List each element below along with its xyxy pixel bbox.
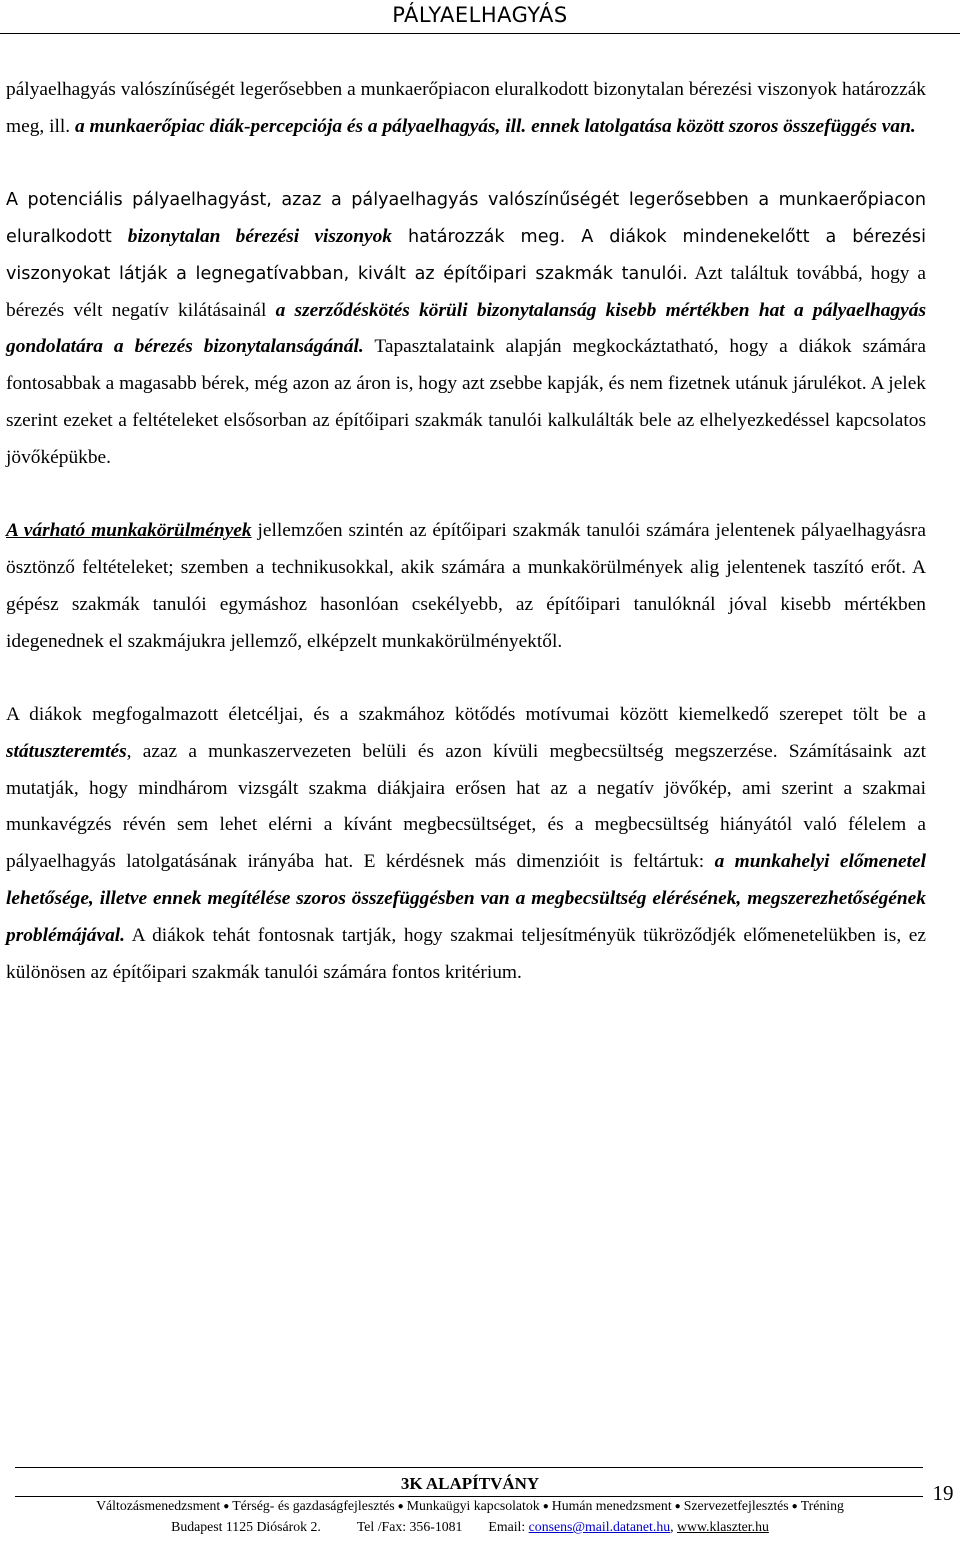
footer-web-link[interactable]: www.klaszter.hu [677, 1519, 769, 1534]
bullet-icon: ● [223, 1501, 230, 1512]
running-title: PÁLYAELHAGYÁS [392, 3, 568, 27]
service-item: Humán menedzsment [551, 1498, 672, 1513]
paragraph-2-text-d: Tapasztalataink alapján megkockáztatható, hogy a diákok számára fontosabbak a magasabb bérek, még azon az áron is, hogy azt zsebbe kapják, és nem fizetnek utánuk járulékot. A jelek szerint ezeket a feltételeket elsősorban az építőipari szakmák tanulói kalkulálták bele az elhelyezkedéssel kapcsolatos jövőképükbe. [6, 336, 926, 468]
bullet-icon: ● [791, 1501, 798, 1512]
paragraph-3 [6, 513, 926, 660]
footer-contact [0, 1519, 940, 1535]
footer-organization: 3K ALAPÍTVÁNY [400, 1474, 540, 1493]
paragraph-4-emphasis-b: a munkahelyi előmenetel lehetősége, illetve ennek megítélése szoros összefüggésben van a megbecsültség elérésének, megszerezhetőségének problémájával. [6, 851, 927, 946]
paragraph-4-emphasis-a: státuszteremtés [6, 740, 127, 762]
bullet-icon: ● [542, 1501, 549, 1512]
header-rule [0, 33, 960, 34]
bullet-icon: ● [674, 1501, 681, 1512]
main-content [6, 72, 926, 991]
paragraph-2 [6, 182, 926, 476]
footer-email-label: Email: [488, 1519, 526, 1534]
paragraph-1 [6, 72, 926, 146]
footer-phone: Tel /Fax: 356-1081 [356, 1519, 463, 1534]
paragraph-3-emphasis: A várható munkakörülmények [6, 520, 252, 542]
paragraph-3-text: jellemzően szintén az építőipari szakmák tanulói számára jelentenek pályaelhagyásra ösztönző feltételeket; szemben a technikusokkal, akik számára a munkakörülmények alig jelentenek taszító erőt. A gépész szakmák tanulói egymáshoz hasonlóan csekélyebb, az építőipari tanulóknál jóval kisebb mértékben idegenednek el szakmájukra jellemző, elképzelt munkakörülményektől. [6, 520, 927, 652]
footer-top-rule [15, 1467, 923, 1468]
service-item: Térség- és gazdaságfejlesztés [232, 1498, 395, 1513]
paragraph-2-text-b: határozzák meg. A diákok mindenekelőtt a bérezési viszonyokat látják a legnegatívabban, kivált az építőipari szakmák tanulói. [6, 226, 926, 284]
paragraph-2-emphasis-a: bizonytalan bérezési viszonyok [127, 225, 392, 247]
bullet-icon: ● [397, 1501, 404, 1512]
paragraph-4-text-b: , azaz a munkaszervezeten belüli és azon kívüli megbecsültség megszerzése. Számításaink azt mutatják, hogy mindhárom vizsgált szakma diákjaira erősen hat az a negatív jövőkép, ami szerint a szakmai munkavégzés révén sem lehet elérni a kívánt megbecsültséget, és a megbecsültség hiányától való félelem a pályaelhagyás latolgatásának irányába hat. E kérdésnek más dimenzióit is feltártuk: [6, 740, 926, 873]
footer-web-separator: , [670, 1519, 674, 1534]
paragraph-1-emphasis: a munkaerőpiac diák-percepciója és a pályaelhagyás, ill. ennek latolgatása között szoros összefüggés van. [74, 115, 916, 137]
footer-address: Budapest 1125 Diósárok 2. [171, 1519, 321, 1534]
paragraph-2-text-a: A potenciális pályaelhagyást, azaz a pályaelhagyás valószínűségét legerősebben a munkaerőpiacon eluralkodott [6, 190, 926, 247]
paragraph-2-text-c: Azt találtuk továbbá, hogy a bérezés vélt negatív kilátásainál [6, 262, 926, 321]
paragraph-2-emphasis-b: a szerződéskötés körüli bizonytalanság kisebb mértékben hat a pályaelhagyás gondolatára a bérezés bizonytalanságánál. [6, 299, 927, 358]
page-footer [0, 1467, 960, 1542]
page-header [0, 0, 960, 34]
footer-email-link[interactable]: consens@mail.datanet.hu [528, 1519, 671, 1534]
footer-services [0, 1498, 940, 1514]
service-item: Szervezetfejlesztés [683, 1498, 789, 1513]
page-number: 19 [932, 1481, 954, 1505]
service-item: Munkaügyi kapcsolatok [406, 1498, 540, 1513]
service-item: Változásmenedzsment [96, 1498, 221, 1513]
service-item: Tréning [800, 1498, 844, 1513]
paragraph-4 [6, 697, 926, 991]
paragraph-4-text-a: A diákok megfogalmazott életcéljai, és a szakmához kötődés motívumai között kiemelkedő szerepet tölt be a [6, 703, 926, 725]
paragraph-1-text: pályaelhagyás valószínűségét legerősebben a munkaerőpiacon eluralkodott bizonytalan bérezési viszonyok határozzák meg, ill. [6, 79, 926, 137]
paragraph-4-text-c: A diákok tehát fontosnak tartják, hogy szakmai teljesítményük tükröződjék előmenetelükben is, ez különösen az építőipari szakmák tanulói számára fontos kritérium. [6, 924, 926, 983]
footer-bottom-rule [15, 1496, 923, 1497]
